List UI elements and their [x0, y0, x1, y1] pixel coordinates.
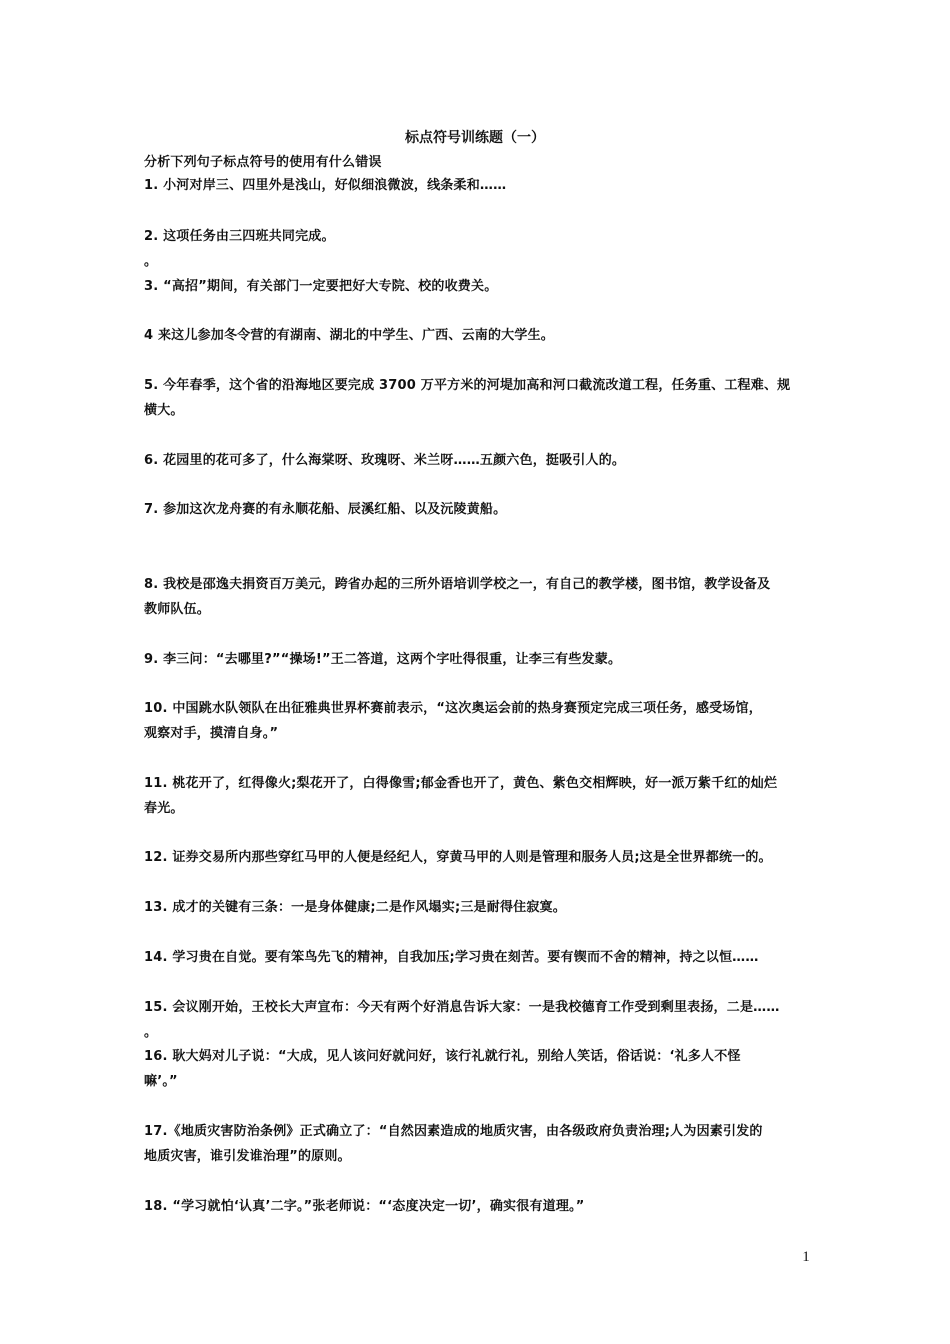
- item-11-line-2: 春光。: [144, 801, 184, 816]
- item-2-line-1: 2. 这项任务由三四班共同完成。: [144, 229, 335, 244]
- item-1-line-1: 1. 小河对岸三、四里外是浅山，好似细浪微波，线条柔和……: [144, 178, 507, 193]
- item-8-line-1: 8. 我校是邵逸夫捐资百万美元，跨省办起的三所外语培训学校之一，有自己的教学楼，图书馆，教学设备及: [144, 577, 771, 592]
- item-3-line-1: 3. “高招”期间，有关部门一定要把好大专院、校的收费关。: [144, 279, 498, 294]
- instruction-text: 分析下列句子标点符号的使用有什么错误: [144, 155, 382, 170]
- item-14-line-1: 14. 学习贵在自觉。要有笨鸟先飞的精神，自我加压;学习贵在刻苦。要有锲而不舍的精神，持之以恒……: [144, 950, 759, 965]
- item-17-line-1: 17.《地质灾害防治条例》正式确立了：“自然因素造成的地质灾害，由各级政府负责治理;人为因素引发的: [144, 1124, 763, 1139]
- document-title: 标点符号训练题（一）: [405, 130, 545, 146]
- item-15-line-2: 。: [144, 1025, 158, 1040]
- item-18-line-1: 18. “学习就怕‘认真’二字。”张老师说：“‘态度决定一切’，确实很有道理。”: [144, 1199, 585, 1214]
- item-15-line-1: 15. 会议刚开始，王校长大声宣布：今天有两个好消息告诉大家：一是我校德育工作受到剩里表扬，二是……: [144, 1000, 780, 1015]
- item-9-line-1: 9. 李三问：“去哪里?”“操场!”王二答道，这两个字吐得很重，让李三有些发蒙。: [144, 652, 622, 667]
- item-16-line-2: 嘛’。”: [144, 1074, 178, 1089]
- item-12-line-1: 12. 证券交易所内那些穿红马甲的人便是经纪人，穿黄马甲的人则是管理和服务人员;这是全世界都统一的。: [144, 850, 772, 865]
- item-5-line-1: 5. 今年春季，这个省的沿海地区要完成 3700 万平方米的河堤加高和河口截流改道工程，任务重、工程难、规: [144, 378, 791, 393]
- item-11-line-1: 11. 桃花开了，红得像火;梨花开了，白得像雪;郁金香也开了，黄色、紫色交相辉映，好一派万紫千红的灿烂: [144, 776, 778, 791]
- item-6-line-1: 6. 花园里的花可多了，什么海棠呀、玫瑰呀、米兰呀……五颜六色，挺吸引人的。: [144, 453, 626, 468]
- item-7-line-1: 7. 参加这次龙舟赛的有永顺花船、辰溪红船、以及沅陵黄船。: [144, 502, 507, 517]
- item-13-line-1: 13. 成才的关键有三条：一是身体健康;二是作风塌实;三是耐得住寂寞。: [144, 900, 566, 915]
- item-10-line-1: 10. 中国跳水队领队在出征雅典世界杯赛前表示，“这次奥运会前的热身赛预定完成三项任务，感受场馆，: [144, 701, 762, 716]
- item-8-line-2: 教师队伍。: [144, 602, 211, 617]
- item-2-line-2: 。: [144, 254, 158, 269]
- item-5-line-2: 横大。: [144, 403, 184, 418]
- item-17-line-2: 地质灾害，谁引发谁治理”的原则。: [144, 1149, 351, 1164]
- item-4-line-1: 4 来这儿参加冬令营的有湖南、湖北的中学生、广西、云南的大学生。: [144, 328, 554, 343]
- page-number: 1: [802, 1249, 810, 1265]
- item-16-line-1: 16. 耿大妈对儿子说：“大成，见人该问好就问好，该行礼就行礼，别给人笑话，俗话说：‘礼多人不怪: [144, 1049, 741, 1064]
- item-10-line-2: 观察对手，摸清自身。”: [144, 726, 279, 741]
